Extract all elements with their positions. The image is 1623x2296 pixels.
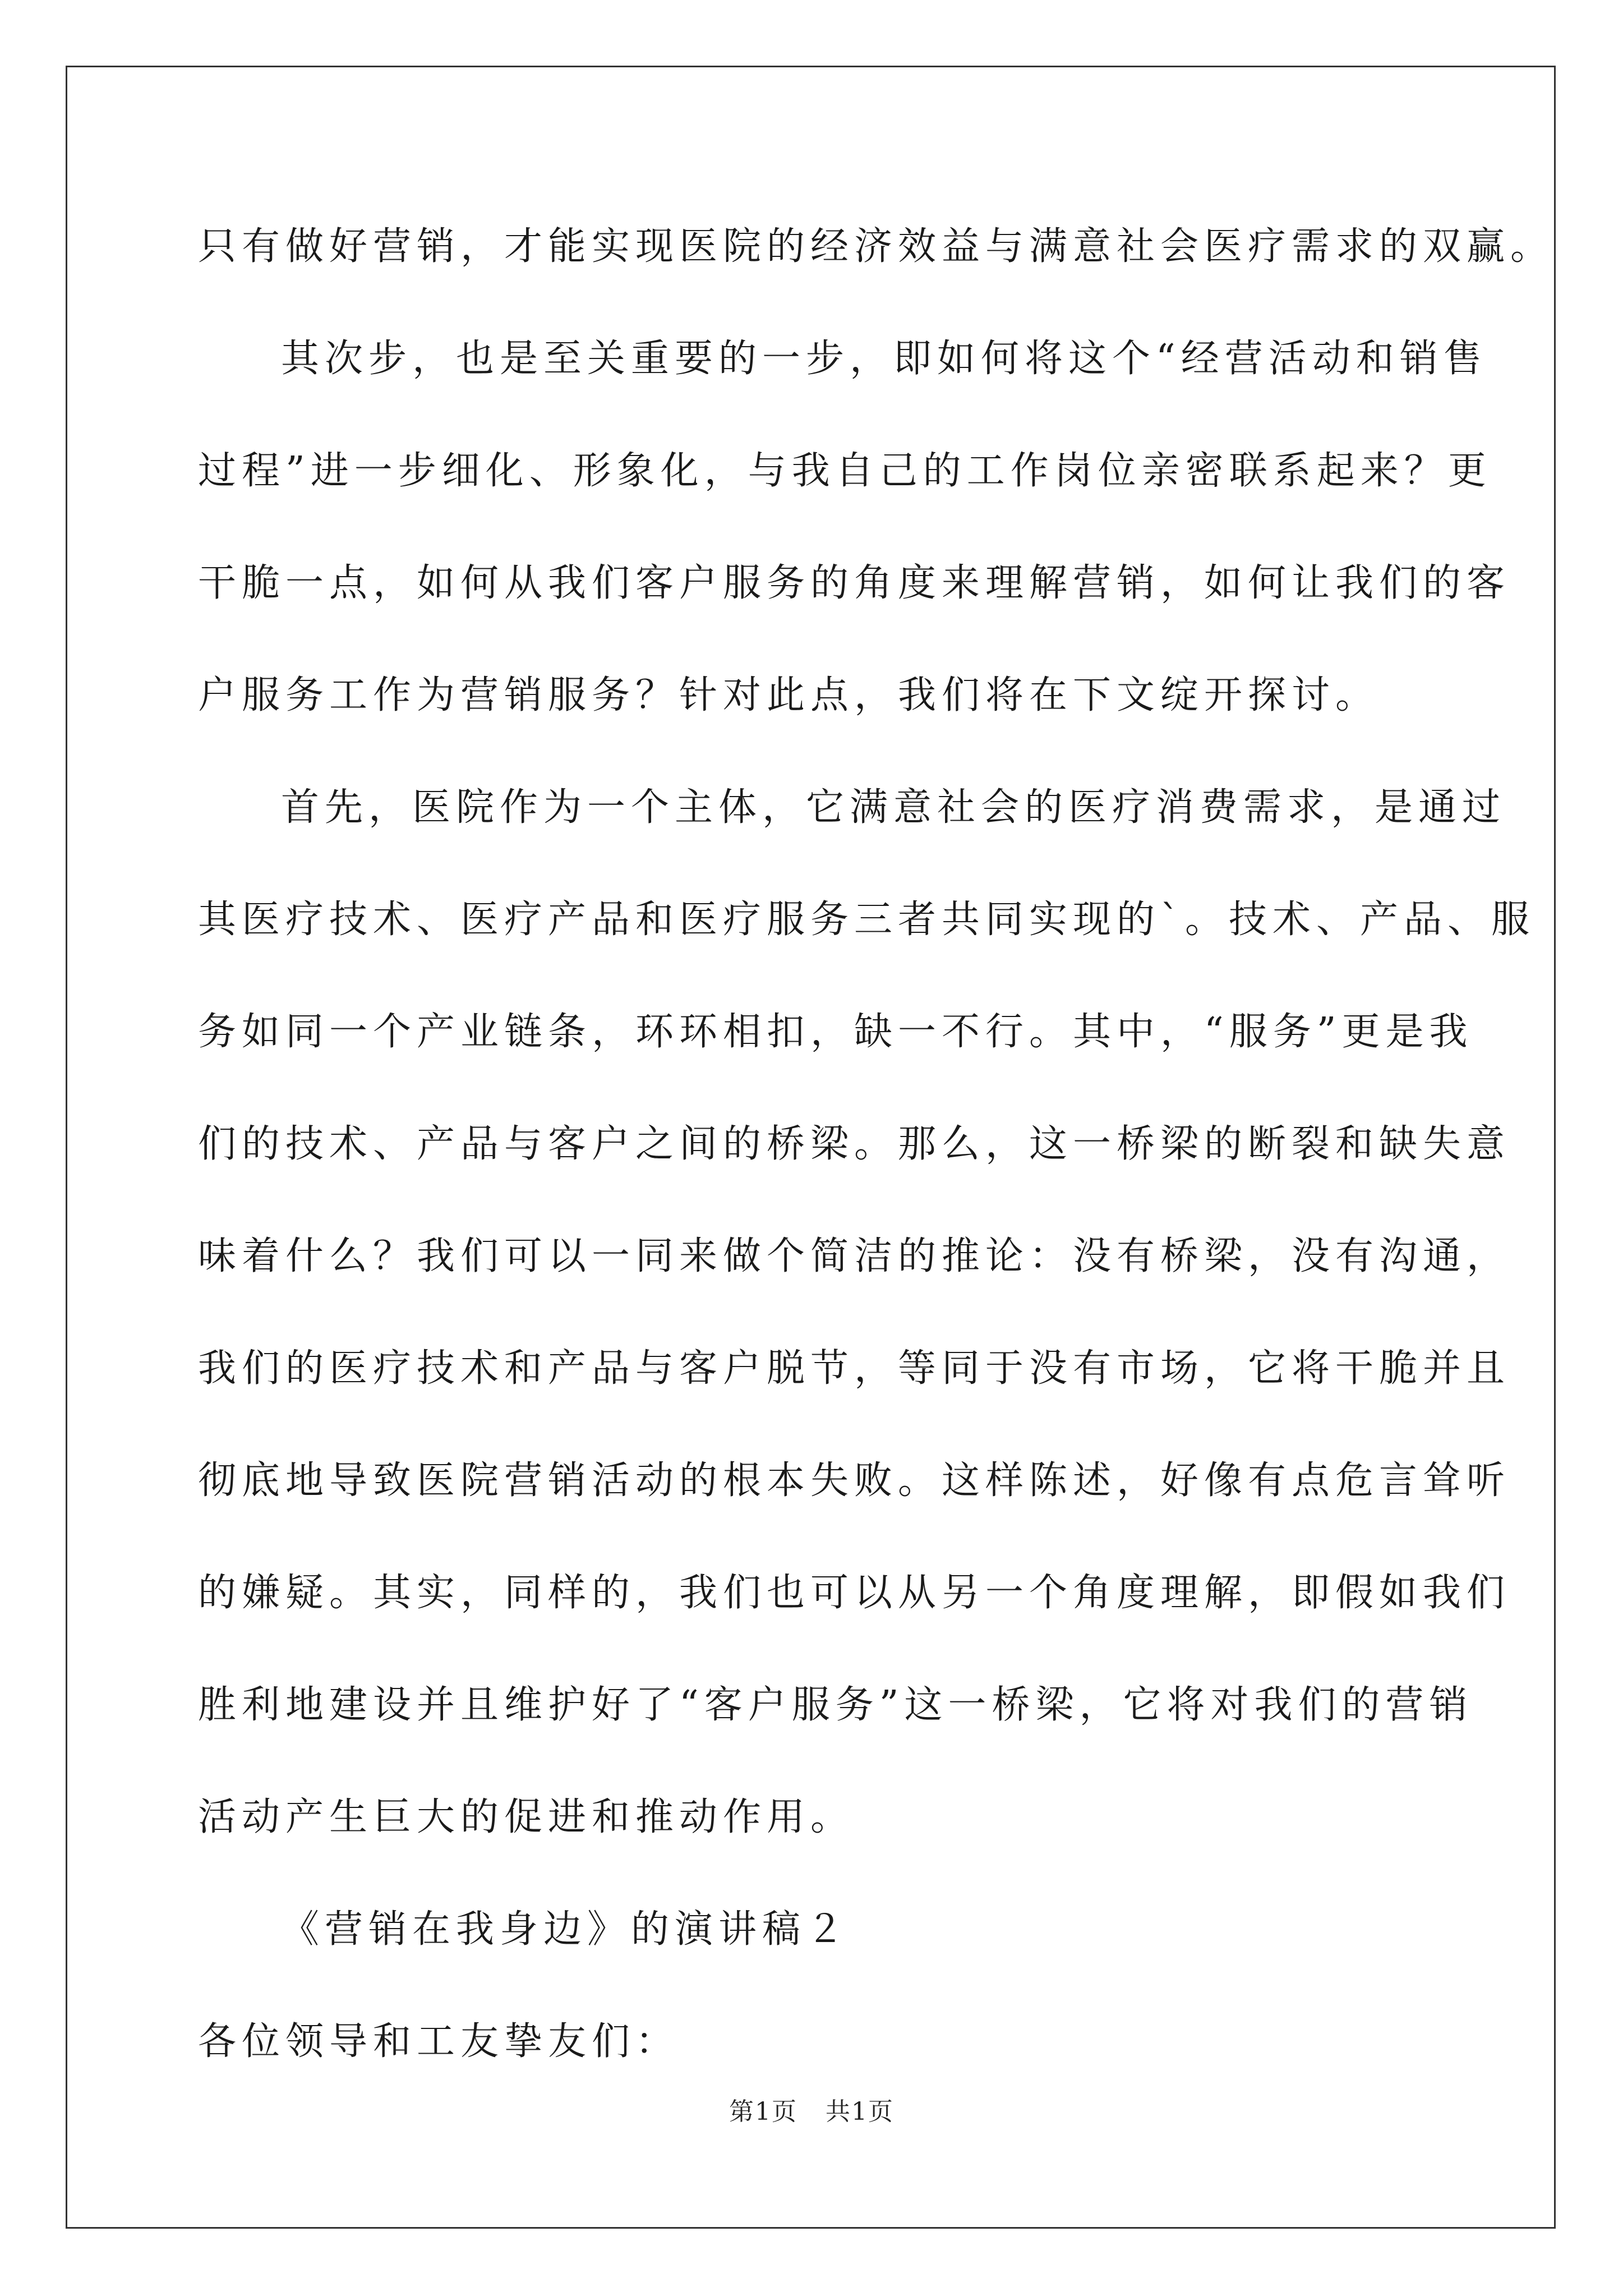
- text-line: 胜利地建设并且维护好了“客户服务”这一桥梁，它将对我们的营销: [198, 1683, 1473, 1727]
- text-line: 活动产生巨大的促进和推动作用。: [198, 1795, 855, 1839]
- section-heading: 《营销在我身边》的演讲稿２: [281, 1907, 850, 1952]
- page-total: 共1页: [826, 2097, 894, 2126]
- text-line: 彻底地导致医院营销活动的根本失败。这样陈述，好像有点危言耸听: [198, 1458, 1511, 1503]
- text-line: 首先，医院作为一个主体，它满意社会的医疗消费需求，是通过: [281, 785, 1506, 830]
- text-line: 的嫌疑。其实，同样的，我们也可以从另一个角度理解，即假如我们: [198, 1571, 1511, 1615]
- document-body: [198, 191, 1555, 2098]
- text-line: 其次步，也是至关重要的一步，即如何将这个“经营活动和销售: [281, 337, 1487, 381]
- text-line: 我们的医疗技术和产品与客户脱节，等同于没有市场，它将干脆并且: [198, 1346, 1511, 1391]
- text-line: 户服务工作为营销服务？针对此点，我们将在下文绽开探讨。: [198, 673, 1380, 717]
- text-line: 过程”进一步细化、形象化，与我自己的工作岗位亲密联系起来？更: [198, 449, 1492, 493]
- text-line: 干脆一点，如何从我们客户服务的角度来理解营销，如何让我们的客: [198, 561, 1511, 605]
- text-line: 务如同一个产业链条，环环相扣，缺一不行。其中，“服务”更是我: [198, 1010, 1473, 1054]
- text-line: 味着什么？我们可以一同来做个简洁的推论：没有桥梁，没有沟通，: [198, 1234, 1511, 1278]
- salutation: 各位领导和工友挚友们：: [198, 2019, 680, 2064]
- text-line: 们的技术、产品与客户之间的桥梁。那么，这一桥梁的断裂和缺失意: [198, 1122, 1511, 1166]
- text-line: 只有做好营销，才能实现医院的经济效益与满意社会医疗需求的双赢。: [198, 224, 1555, 269]
- page-footer: [0, 2095, 1623, 2129]
- page-number: 第1页: [729, 2097, 797, 2126]
- text-line: 其医疗技术、医疗产品和医疗服务三者共同实现的`。技术、产品、服: [198, 898, 1536, 942]
